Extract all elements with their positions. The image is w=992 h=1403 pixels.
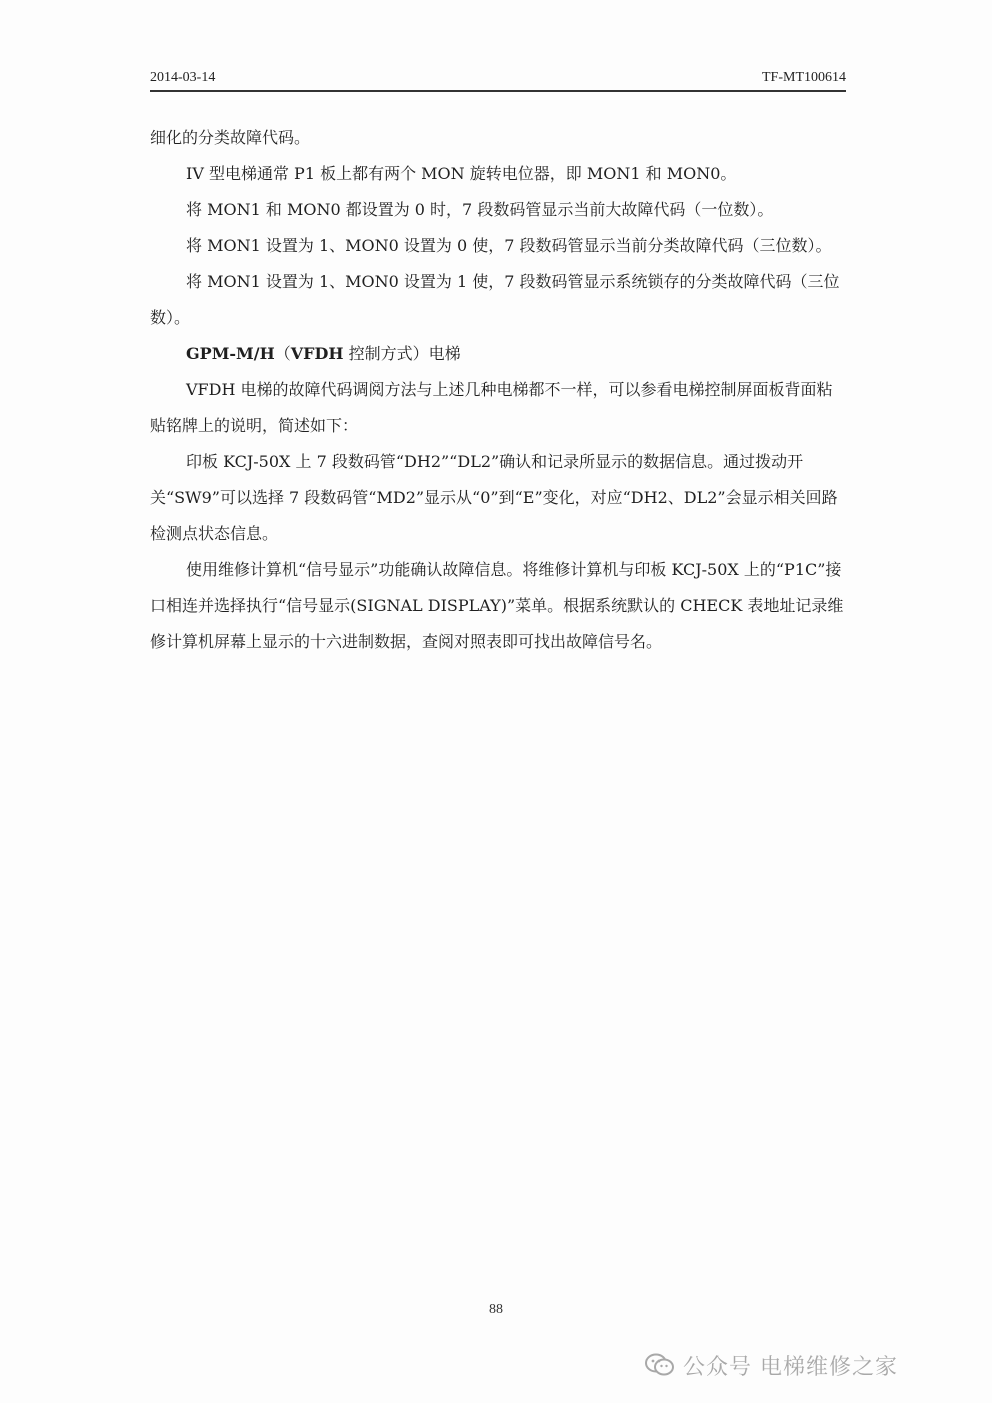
- paragraph: 印板 KCJ-50X 上 7 段数码管“DH2”“DL2”确认和记录所显示的数据信息。通过拨动开关“SW9”可以选择 7 段数码管“MD2”显示从“0”到“E”变化，对应“DH2、DL2”会显示相关回路检测点状态信息。: [150, 452, 838, 543]
- page-body: [150, 120, 846, 660]
- paragraph: 使用维修计算机“信号显示”功能确认故障信息。将维修计算机与印板 KCJ-50X 上的“P1C”接口相连并选择执行“信号显示(SIGNAL DISPLAY)”菜单。根据系统默认的 CHECK 表地址记录维修计算机屏幕上显示的十六进制数据，查阅对照表即可找出故障信号名。: [150, 560, 844, 651]
- watermark-text: 公众号 电梯维修之家: [683, 1354, 898, 1380]
- page-header: [150, 70, 846, 90]
- heading-model: GPM-M/H: [186, 344, 275, 363]
- header-rule: [150, 90, 846, 92]
- heading-suffix: 控制方式）电梯: [343, 344, 461, 363]
- watermark: [645, 1345, 898, 1385]
- paragraph: VFDH 电梯的故障代码调阅方法与上述几种电梯都不一样，可以参看电梯控制屏面板背面粘贴铭牌上的说明，简述如下：: [150, 380, 833, 435]
- page-number: 88: [489, 1302, 503, 1317]
- paragraph: 将 MON1 和 MON0 都设置为 0 时，7 段数码管显示当前大故障代码（一位数）。: [186, 200, 774, 219]
- header-document-id: TF-MT100614: [762, 70, 846, 85]
- wechat-icon: [645, 1352, 675, 1378]
- paragraph: IV 型电梯通常 P1 板上都有两个 MON 旋转电位器，即 MON1 和 MON0。: [186, 164, 737, 183]
- section-heading: [150, 336, 846, 372]
- heading-paren-open: （: [274, 344, 291, 363]
- paragraph: 将 MON1 设置为 1、MON0 设置为 1 使，7 段数码管显示系统锁存的分类故障代码（三位数）。: [150, 272, 840, 327]
- paragraph: 将 MON1 设置为 1、MON0 设置为 0 使，7 段数码管显示当前分类故障代码（三位数）。: [186, 236, 832, 255]
- heading-control-type: VFDH: [290, 344, 344, 363]
- paragraph: 细化的分类故障代码。: [150, 128, 311, 147]
- header-date: 2014-03-14: [150, 70, 216, 85]
